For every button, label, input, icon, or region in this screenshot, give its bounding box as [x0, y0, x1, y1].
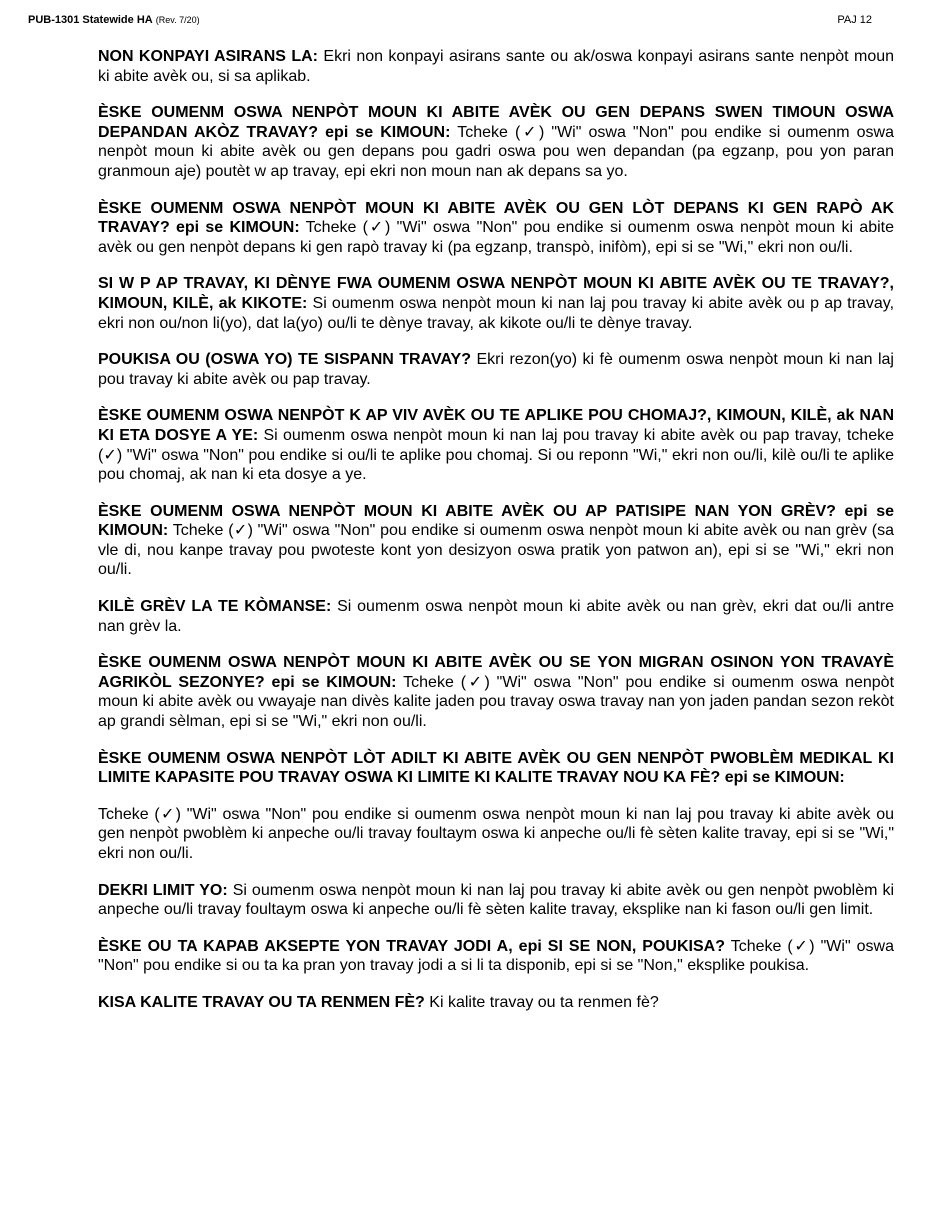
paragraph-text: Tcheke (✓) "Wi" oswa "Non" pou endike si oumenm oswa nenpòt moun ki abite avèk ou gen depans pou gadri oswa pou wen depandan (pa egzanp, pou yon paran granmoun aje) poutèt w ap travay, epi ekri non moun nan ak depans sa yo. — [98, 123, 895, 180]
page-number: PAJ 12 — [837, 14, 872, 26]
paragraph-last-worked — [98, 274, 894, 333]
paragraph-medical-problem-instructions — [98, 805, 894, 864]
paragraph-text: Si oumenm oswa nenpòt moun ki nan laj pou travay ki abite avèk ou gen nenpòt pwoblèm ki anpeche ou/li travay foultaym oswa ki anpeche ou/li fè sèten kalite travay, eksplike nan ki fason ou/li gen limit. — [98, 881, 894, 919]
form-identifier — [28, 14, 200, 26]
paragraph-child-care-expenses — [98, 103, 894, 181]
paragraph-text: Tcheke (✓) "Wi" oswa "Non" pou endike si oumenm oswa nenpòt moun ki abite avèk ou nan grèv (sa vle di, nou kanpe travay pou pwoteste kont yon desizyon oswa pratik yon patwon an), epi si se "Wi," ekri non ou/li. — [98, 522, 895, 579]
paragraph-text: Tcheke (✓) "Wi" oswa "Non" pou endike si oumenm oswa nenpòt moun ki abite avèk ou gen nenpòt depans ki gen rapò travay ki (pa egzanp, transpò, inifòm), epi si se "Wi," ekri non ou/li. — [98, 219, 895, 256]
paragraph-migrant-worker — [98, 653, 894, 731]
paragraph-text: Tcheke (✓) "Wi" oswa "Non" pou endike si oumenm oswa nenpòt moun ki abite avèk ou vwayaje nan divès kalite jaden pou travay oswa travay nan yon jaden pandan sezon rekòt ap grandi sèlman, epi si se "Wi," ekri non ou/li. — [98, 673, 895, 731]
paragraph-other-work-expenses — [98, 199, 894, 258]
paragraph-heading: POUKISA OU (OSWA YO) TE SISPANN TRAVAY? — [98, 351, 471, 369]
paragraph-strike-start — [98, 597, 894, 636]
paragraph-text: Ekri non konpayi asirans sante ou ak/oswa konpayi asirans sante nenpòt moun ki abite avèk ou, si sa aplikab. — [98, 48, 895, 85]
paragraph-heading: ÈSKE OUMENM OSWA NENPÒT MOUN KI ABITE AVÈK OU SE YON MIGRAN OSINON YON TRAVAYÈ AGRIKÒL SEZONYE? epi se KIMOUN: — [98, 654, 894, 691]
paragraph-heading: ÈSKE OUMENM OSWA NENPÒT K AP VIV AVÈK OU TE APLIKE POU CHOMAJ?, KIMOUN, KILÈ, ak NAN KI ETA DOSYE A YE: — [98, 407, 894, 444]
paragraph-accept-job-today — [98, 937, 894, 976]
paragraph-describe-limits — [98, 881, 894, 920]
form-code: PUB-1301 Statewide HA — [28, 14, 153, 26]
page-header — [28, 14, 872, 30]
paragraph-heading: ÈSKE OUMENM OSWA NENPÒT MOUN KI ABITE AVÈK OU GEN DEPANS SWEN TIMOUN OSWA DEPANDAN AKÒZ TRAVAY? epi se KIMOUN: — [98, 104, 894, 141]
paragraph-preferred-work — [98, 993, 894, 1013]
paragraph-heading: DEKRI LIMIT YO: — [98, 881, 228, 899]
paragraph-text: Si oumenm oswa nenpòt moun ki nan laj pou travay ki abite avèk ou pap travay, tcheke (✓) "Wi" oswa "Non" pou endike si ou/li te aplike pou chomaj. Si ou reponn "Wi," ekri non ou/li, kilè ou/li te aplike pou chomaj, ak nan ki eta dosye a ye. — [98, 426, 894, 484]
paragraph-medical-problem — [98, 749, 894, 788]
instructions-body — [98, 47, 894, 1030]
paragraph-text: Tcheke (✓) "Wi" oswa "Non" pou endike si oumenm oswa nenpòt moun ki nan laj pou travay ki abite avèk ou gen nenpòt pwoblèm ki anpeche ou/li travay foultaym oswa ki anpeche ou/li fè sèten kalite travay, epi si se "Wi," ekri non ou/li. — [98, 805, 894, 862]
paragraph-stopped-working — [98, 350, 894, 389]
paragraph-text: Ekri rezon(yo) ki fè oumenm oswa nenpòt moun ki nan laj pou travay ki abite avèk ou pap travay. — [98, 351, 894, 388]
paragraph-unemployment — [98, 406, 894, 484]
form-revision: (Rev. 7/20) — [155, 15, 200, 25]
paragraph-text: Tcheke (✓) "Wi" oswa "Non" pou endike si ou ta ka pran yon travay jodi a si li ta disponib, epi si se "Non," eksplike poukisa. — [98, 937, 895, 975]
paragraph-text: Si oumenm oswa nenpòt moun ki nan laj pou travay ki abite avèk ou p ap travay, ekri non ou/non li(yo), dat la(yo) ou/li te dènye travay, ak kikote ou/li te dènye travay. — [98, 294, 895, 332]
paragraph-heading: ÈSKE OUMENM OSWA NENPÒT MOUN KI ABITE AVÈK OU AP PATISIPE NAN YON GRÈV? epi se KIMOUN: — [98, 502, 894, 540]
paragraph-heading: KILÈ GRÈV LA TE KÒMANSE: — [98, 598, 332, 616]
paragraph-heading: NON KONPAYI ASIRANS LA: — [98, 48, 319, 65]
paragraph-heading: SI W P AP TRAVAY, KI DÈNYE FWA OUMENM OSWA NENPÒT MOUN KI ABITE AVÈK OU TE TRAVAY?, KIMOUN, KILÈ, ak KIKOTE: — [98, 275, 894, 312]
paragraph-heading: ÈSKE OU TA KAPAB AKSEPTE YON TRAVAY JODI A, epi SI SE NON, POUKISA? — [98, 937, 725, 955]
paragraph-text: Ki kalite travay ou ta renmen fè? — [429, 993, 659, 1011]
paragraph-heading: ÈSKE OUMENM OSWA NENPÒT MOUN KI ABITE AVÈK OU GEN LÒT DEPANS KI GEN RAPÒ AK TRAVAY? epi se KIMOUN: — [98, 199, 894, 237]
paragraph-insurance-company — [98, 47, 894, 86]
paragraph-heading: ÈSKE OUMENM OSWA NENPÒT LÒT ADILT KI ABITE AVÈK OU GEN NENPÒT PWOBLÈM MEDIKAL KI LIMITE KAPASITE POU TRAVAY OSWA KI LIMITE KI KALITE TRAVAY NOU KA FÈ? epi se KIMOUN: — [98, 749, 894, 787]
paragraph-strike — [98, 502, 894, 580]
paragraph-text: Si oumenm oswa nenpòt moun ki abite avèk ou nan grèv, ekri dat ou/li antre nan grèv la. — [98, 598, 894, 635]
paragraph-heading: KISA KALITE TRAVAY OU TA RENMEN FÈ? — [98, 993, 425, 1011]
